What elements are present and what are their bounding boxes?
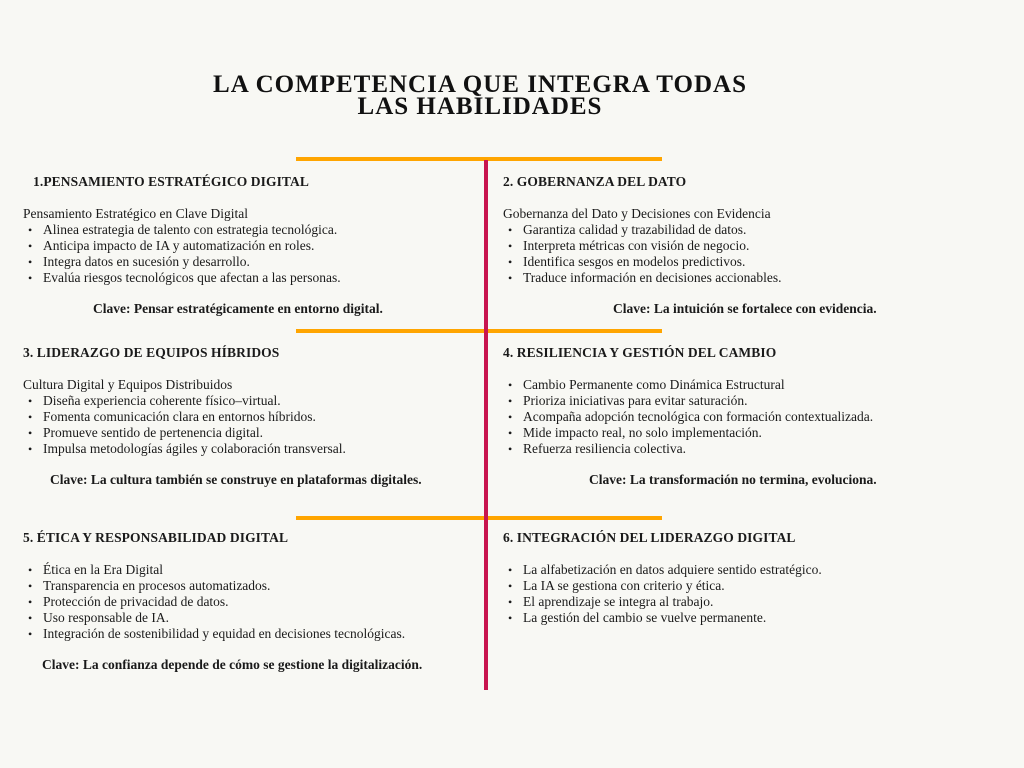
list-item: • Alinea estrategia de talento con estrategia tecnológica.	[23, 222, 383, 238]
section-3	[23, 345, 422, 488]
list-item: • Diseña experiencia coherente físico–virtual.	[23, 393, 422, 409]
list-item: • Uso responsable de IA.	[23, 610, 422, 626]
section-subtitle: Pensamiento Estratégico en Clave Digital	[23, 206, 248, 221]
list-item: • Mide impacto real, no solo implementación.	[503, 425, 877, 441]
section-heading: 5. ÉTICA Y RESPONSABILIDAD DIGITAL	[23, 530, 289, 545]
section-list	[503, 562, 822, 626]
list-item: • Fomenta comunicación clara en entornos híbridos.	[23, 409, 422, 425]
page-title-line-2: LAS HABILIDADES	[357, 93, 603, 120]
divider-orange-middle	[296, 329, 662, 333]
section-1	[23, 174, 383, 317]
page-title	[0, 71, 960, 120]
page-title-line-1: LA COMPETENCIA QUE INTEGRA TODAS	[213, 71, 747, 98]
list-item: • Impulsa metodologías ágiles y colaboración transversal.	[23, 441, 422, 457]
list-item: • Refuerza resiliencia colectiva.	[503, 441, 877, 457]
section-list	[503, 377, 877, 457]
section-list	[23, 393, 422, 457]
section-4	[503, 345, 877, 488]
section-key: Clave: La confianza depende de cómo se gestione la digitalización.	[42, 657, 423, 672]
list-item: • Anticipa impacto de IA y automatización en roles.	[23, 238, 383, 254]
divider-orange-bottom	[296, 516, 662, 520]
list-item: • Cambio Permanente como Dinámica Estructural	[503, 377, 877, 393]
section-list	[23, 222, 383, 286]
list-item: • Acompaña adopción tecnológica con formación contextualizada.	[503, 409, 877, 425]
list-item: • Ética en la Era Digital	[23, 562, 422, 578]
section-key: Clave: Pensar estratégicamente en entorno digital.	[93, 301, 383, 316]
list-item: • Identifica sesgos en modelos predictivos.	[503, 254, 877, 270]
list-item: • Integración de sostenibilidad y equidad en decisiones tecnológicas.	[23, 626, 422, 642]
list-item: • La alfabetización en datos adquiere sentido estratégico.	[503, 562, 822, 578]
section-5	[23, 530, 422, 673]
section-subtitle: Cultura Digital y Equipos Distribuidos	[23, 377, 233, 392]
list-item: • Promueve sentido de pertenencia digital.	[23, 425, 422, 441]
list-item: • Garantiza calidad y trazabilidad de datos.	[503, 222, 877, 238]
list-item: • Traduce información en decisiones accionables.	[503, 270, 877, 286]
list-item: • Evalúa riesgos tecnológicos que afectan a las personas.	[23, 270, 383, 286]
section-heading: 6. INTEGRACIÓN DEL LIDERAZGO DIGITAL	[503, 530, 796, 545]
section-heading: 3. LIDERAZGO DE EQUIPOS HÍBRIDOS	[23, 345, 280, 360]
section-key: Clave: La intuición se fortalece con evidencia.	[613, 301, 877, 316]
divider-orange-top	[296, 157, 662, 161]
section-2	[503, 174, 877, 317]
list-item: • La gestión del cambio se vuelve permanente.	[503, 610, 822, 626]
list-item: • Integra datos en sucesión y desarrollo.	[23, 254, 383, 270]
section-list	[503, 222, 877, 286]
section-6	[503, 530, 822, 626]
section-subtitle: Gobernanza del Dato y Decisiones con Evidencia	[503, 206, 771, 221]
section-heading: 4. RESILIENCIA Y GESTIÓN DEL CAMBIO	[503, 345, 777, 360]
list-item: • Protección de privacidad de datos.	[23, 594, 422, 610]
section-key: Clave: La cultura también se construye en plataformas digitales.	[50, 472, 422, 487]
list-item: • Prioriza iniciativas para evitar saturación.	[503, 393, 877, 409]
list-item: • Interpreta métricas con visión de negocio.	[503, 238, 877, 254]
section-list	[23, 562, 422, 642]
list-item: • El aprendizaje se integra al trabajo.	[503, 594, 822, 610]
list-item: • Transparencia en procesos automatizados.	[23, 578, 422, 594]
section-heading: 1.PENSAMIENTO ESTRATÉGICO DIGITAL	[33, 174, 309, 189]
list-item: • La IA se gestiona con criterio y ética.	[503, 578, 822, 594]
section-key: Clave: La transformación no termina, evoluciona.	[589, 472, 877, 487]
divider-vertical	[484, 160, 488, 690]
section-heading: 2. GOBERNANZA DEL DATO	[503, 174, 687, 189]
